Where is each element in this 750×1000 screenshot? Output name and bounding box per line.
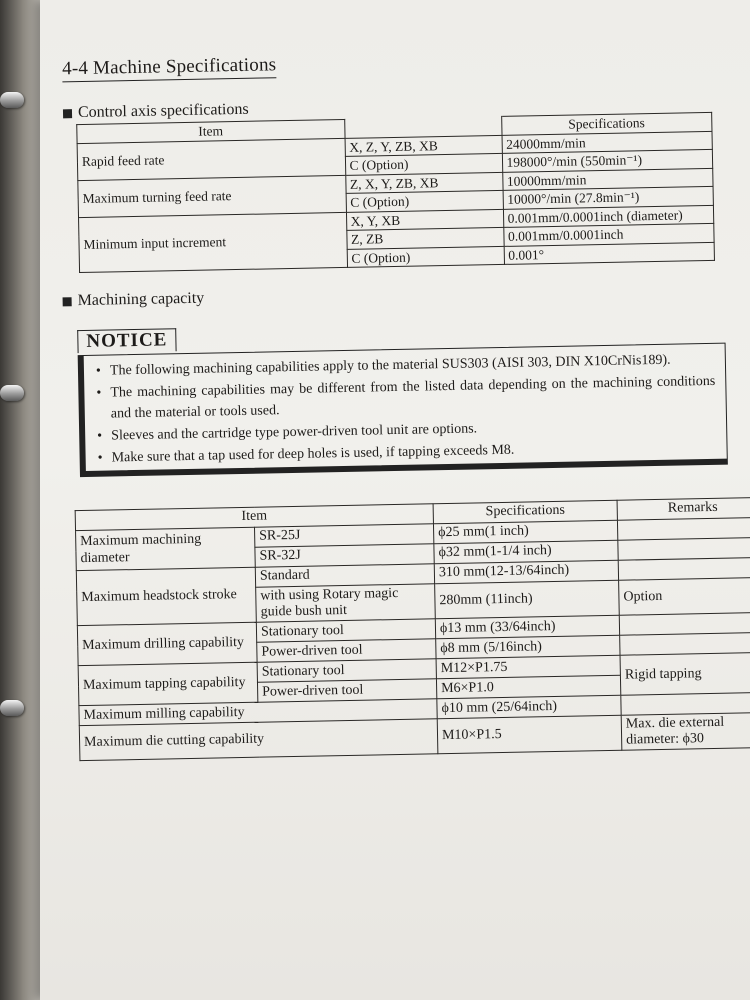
remark-cell [620, 633, 750, 656]
notice-label: NOTICE [77, 328, 176, 353]
axis-cell: X, Z, Y, ZB, XB [345, 135, 502, 157]
spec-cell: M12×P1.75 [436, 655, 620, 679]
row-item: Maximum machining diameter [76, 527, 256, 570]
axis-cell: Z, ZB [346, 227, 503, 249]
col-header-specifications: Specifications [501, 112, 712, 135]
spec-cell: ϕ25 mm(1 inch) [433, 520, 617, 544]
remark-cell [621, 693, 750, 716]
col-header-specifications: Specifications [433, 500, 617, 524]
control-axis-table [76, 112, 715, 273]
binder-ring [0, 700, 24, 716]
sub-item-cell: SR-32J [255, 544, 434, 567]
notice-list [94, 349, 717, 469]
notice-box [78, 343, 728, 477]
binder-ring [0, 385, 24, 401]
notice-item: • The machining capabilities may be different from the listed data depending on the machining conditions and the material or tools used. [94, 371, 716, 426]
spec-cell: 0.001° [504, 242, 715, 265]
notice-item: • The following machining capabilities apply to the material SUS303 (AISI 303, DIN X10CrNis189). [94, 349, 715, 383]
remark-cell [619, 613, 750, 636]
spec-cell: ϕ32 mm(1-1/4 inch) [434, 540, 618, 564]
machining-capacity-heading-text: Machining capacity [77, 289, 205, 310]
remark-cell: Rigid tapping [620, 653, 750, 696]
row-item: Maximum milling capability [79, 699, 437, 726]
axis-cell: Z, X, Y, ZB, XB [345, 172, 502, 194]
spec-cell: M6×P1.0 [436, 675, 620, 699]
row-item: Maximum turning feed rate [78, 175, 346, 217]
row-item: Maximum headstock stroke [76, 567, 256, 626]
col-header-item: Item [77, 119, 345, 143]
remark-cell [618, 557, 750, 580]
sub-item-cell: Power-driven tool [257, 639, 436, 662]
spec-cell: 198000°/min (550min⁻¹) [502, 149, 713, 172]
machining-capacity-heading [62, 290, 204, 311]
sub-item-cell: Stationary tool [256, 619, 435, 642]
spec-cell: 10000°/min (27.8min⁻¹) [503, 186, 714, 209]
square-bullet-icon [63, 297, 72, 306]
control-axis-heading [63, 101, 249, 123]
remark-cell: Max. die external diameter: ϕ30 [621, 713, 750, 751]
row-item: Minimum input increment [79, 212, 348, 273]
spec-cell: 24000mm/min [502, 131, 713, 154]
sub-item-cell: Power-driven tool [257, 679, 436, 702]
axis-cell: C (Option) [345, 153, 502, 175]
spec-cell: 10000mm/min [502, 168, 713, 191]
spec-cell: ϕ10 mm (25/64inch) [437, 695, 621, 719]
binder-ring [0, 92, 24, 108]
machining-capacity-table [75, 497, 750, 762]
remark-cell [617, 517, 750, 540]
document-content [40, 0, 750, 1000]
axis-cell: C (Option) [347, 246, 504, 268]
row-item: Maximum die cutting capability [79, 719, 438, 761]
axis-cell: C (Option) [346, 190, 503, 212]
sub-item-cell: with using Rotary magic guide bush unit [256, 584, 436, 623]
row-item: Maximum drilling capability [77, 622, 257, 665]
sub-item-cell: SR-25J [255, 524, 434, 547]
remark-cell [618, 537, 750, 560]
spec-cell: M10×P1.5 [437, 715, 622, 754]
notice-item: • Sleeves and the cartridge type power-driven tool unit are options. [95, 414, 716, 448]
row-item: Rapid feed rate [77, 138, 345, 180]
col-header-remarks: Remarks [617, 497, 750, 520]
square-bullet-icon [63, 109, 72, 118]
sub-item-cell: Standard [255, 564, 434, 587]
spec-cell: 310 mm(12-13/64inch) [434, 560, 618, 584]
spec-cell: 0.001mm/0.0001inch (diameter) [503, 205, 714, 228]
section-title: 4-4 Machine Specifications [62, 54, 277, 82]
spec-cell: 0.001mm/0.0001inch [503, 223, 714, 246]
sub-item-cell: Stationary tool [257, 659, 436, 682]
spec-cell: 280mm (11inch) [435, 580, 620, 619]
row-item: Maximum tapping capability [78, 662, 258, 705]
remark-cell: Option [619, 577, 750, 615]
control-axis-heading-text: Control axis specifications [77, 100, 249, 122]
axis-cell: X, Y, XB [346, 209, 503, 231]
spec-cell: ϕ13 mm (33/64inch) [435, 615, 619, 639]
document-page [40, 0, 750, 1000]
col-header-item: Item [75, 504, 433, 531]
notice-item: • Make sure that a tap used for deep holes is used, if tapping exceeds M8. [95, 436, 716, 470]
spec-cell: ϕ8 mm (5/16inch) [436, 635, 620, 659]
